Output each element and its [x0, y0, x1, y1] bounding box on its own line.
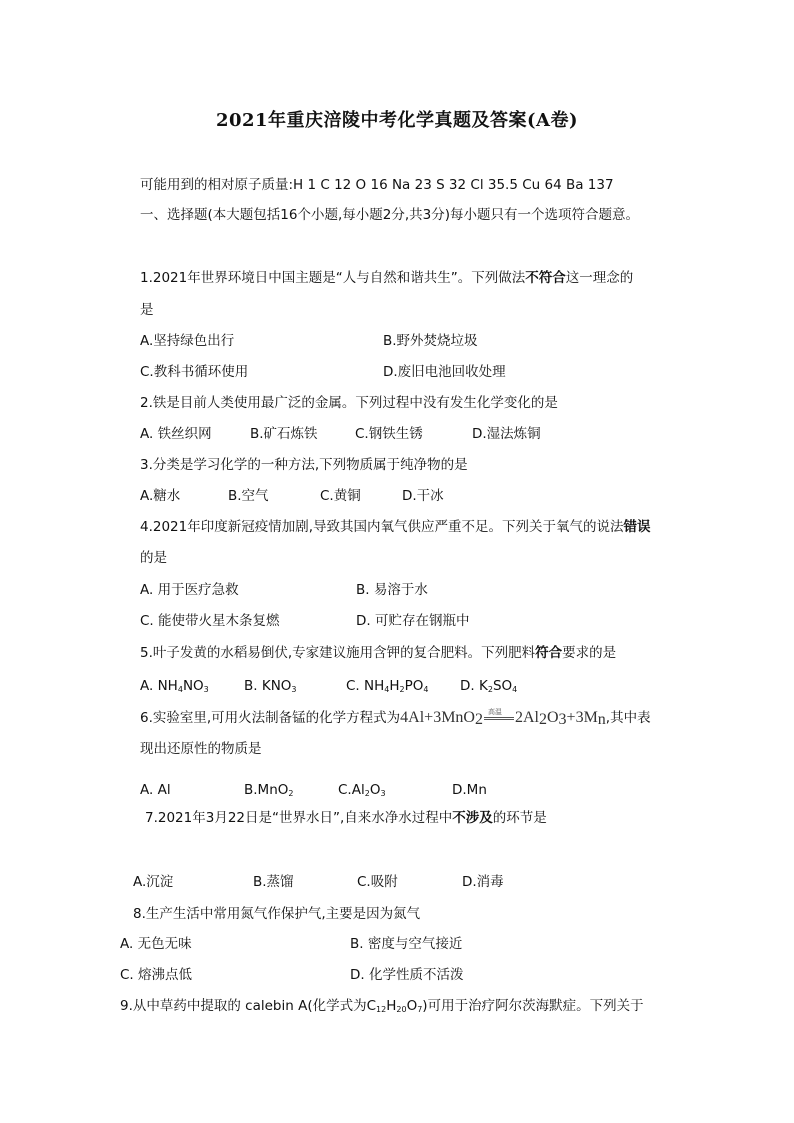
text: C.教科书循环使用	[140, 364, 249, 380]
text: D.废旧电池回收处理	[383, 364, 506, 380]
text-line	[472, 424, 541, 444]
text-line	[460, 676, 517, 700]
text: 7.2021年3月22日是“世界水日”,自来水净水过程中	[145, 810, 453, 826]
text-line	[140, 300, 154, 320]
text: C.黄铜	[320, 488, 361, 504]
text-line	[140, 268, 633, 288]
text: D.干冰	[402, 488, 444, 504]
text-line	[145, 808, 547, 828]
text: 的是	[140, 550, 167, 566]
text: H	[386, 998, 397, 1014]
subscript: 3	[291, 685, 297, 694]
text-line	[244, 780, 293, 804]
text: 3.分类是学习化学的一种方法,下列物质属于纯净物的是	[140, 457, 468, 473]
subscript: 2	[364, 789, 370, 798]
text: D. 化学性质不活泼	[350, 967, 464, 983]
subscript: 4	[423, 685, 429, 694]
text: D. K	[460, 678, 488, 694]
subscript: 2	[487, 685, 493, 694]
text: SO	[492, 678, 513, 694]
subscript: 4	[384, 685, 390, 694]
text: A. NH	[140, 678, 178, 694]
text: A. Al	[140, 782, 171, 798]
reaction-condition: 高温	[487, 708, 502, 716]
text: D. 可贮存在钢瓶中	[356, 613, 470, 629]
text: C.Al	[338, 782, 365, 798]
subscript: 3	[380, 789, 386, 798]
text: C.吸附	[357, 874, 398, 890]
text: A.坚持绿色出行	[140, 333, 235, 349]
text-line	[383, 331, 478, 351]
text-line	[350, 965, 463, 985]
text: B.空气	[228, 488, 269, 504]
text: 的环节是	[492, 810, 547, 826]
text: D.消毒	[462, 874, 504, 890]
text: C. 熔沸点低	[120, 967, 193, 983]
subscript: 4	[177, 685, 183, 694]
text-line	[133, 872, 173, 892]
text-line	[356, 580, 428, 600]
text-line	[140, 739, 262, 759]
text: B.野外焚烧垃圾	[383, 333, 478, 349]
subscript: 12	[376, 1005, 387, 1014]
text: 一、选择题(本大题包括16个小题,每小题2分,共3分)每小题只有一个选项符合题意。	[140, 207, 639, 223]
text: 6.实验室里,可用火法制备锰的化学方程式为	[140, 710, 401, 726]
text-line	[140, 205, 639, 225]
text: D.Mn	[452, 782, 487, 798]
subscript: 2	[399, 685, 405, 694]
text-line	[253, 872, 294, 892]
subscript: 20	[396, 1005, 407, 1014]
text: 4.2021年印度新冠疫情加剧,导致其国内氧气供应严重不足。下列关于氧气的说法	[140, 519, 624, 535]
text-line	[120, 934, 192, 954]
text-line	[140, 331, 234, 351]
text: 可能用到的相对原子质量:H 1 C 12 O 16 Na 23 S 32 Cl 35.5 Cu 64 Ba 137	[140, 177, 614, 193]
text-line	[402, 486, 444, 506]
text-line	[244, 676, 297, 700]
text-line	[140, 424, 212, 444]
text-line	[140, 455, 468, 475]
text: B. 密度与空气接近	[350, 936, 463, 952]
text-line	[356, 611, 469, 631]
text: A. 用于医疗急救	[140, 582, 239, 598]
text-line	[250, 424, 318, 444]
text: 现出还原性的物质是	[140, 741, 262, 757]
text-line	[140, 676, 209, 700]
text: B.MnO	[244, 782, 289, 798]
text-line	[346, 676, 428, 700]
text: NO	[182, 678, 204, 694]
subscript: 2	[538, 711, 547, 728]
text: 要求的是	[562, 645, 617, 661]
subscript: n	[597, 711, 606, 728]
text: 4Al+3MnO	[400, 709, 475, 726]
text: H	[389, 678, 400, 694]
subscript: 2	[288, 789, 294, 798]
text-line	[383, 362, 506, 382]
subscript: 4	[512, 685, 518, 694]
text: C. NH	[346, 678, 385, 694]
page-title: 2021年重庆涪陵中考化学真题及答案(A卷)	[215, 110, 579, 131]
text: D.湿法炼铜	[472, 426, 541, 442]
text-line	[355, 424, 423, 444]
emphasis-text: 符合	[535, 645, 563, 661]
emphasis-text: 不符合	[525, 270, 566, 286]
text: O	[406, 998, 418, 1014]
text: B.蒸馏	[253, 874, 294, 890]
text: B. KNO	[244, 678, 292, 694]
text: B.矿石炼铁	[250, 426, 318, 442]
text: ,其中表	[605, 710, 651, 726]
text-line	[140, 175, 614, 195]
text-line	[133, 904, 420, 924]
text: 5.叶子发黄的水稻易倒伏,专家建议施用含钾的复合肥料。下列肥料	[140, 645, 536, 661]
text: A. 铁丝织网	[140, 426, 212, 442]
reaction-condition-arrow	[484, 708, 514, 722]
text-line	[357, 872, 398, 892]
text-line	[140, 517, 651, 537]
emphasis-text: 错误	[623, 519, 651, 535]
text-line	[320, 486, 361, 506]
text-line	[120, 996, 644, 1020]
text-line	[120, 965, 192, 985]
text: O	[369, 782, 381, 798]
text: A.糖水	[140, 488, 181, 504]
text: C. 能使带火星木条复燃	[140, 613, 280, 629]
text-line	[140, 643, 616, 663]
text-line	[140, 708, 651, 730]
text: 1.2021年世界环境日中国主题是“人与自然和谐共生”。下列做法	[140, 270, 526, 286]
text-line	[140, 362, 248, 382]
text: O	[546, 709, 559, 726]
text: A.沉淀	[133, 874, 174, 890]
text: )可用于治疗阿尔茨海默症。下列关于	[422, 998, 644, 1014]
emphasis-text: 不涉及	[452, 810, 493, 826]
text: C.钢铁生锈	[355, 426, 423, 442]
text: B. 易溶于水	[356, 582, 428, 598]
subscript: 2	[474, 711, 483, 728]
text-line	[140, 780, 171, 800]
subscript: 7	[417, 1005, 423, 1014]
text-line	[462, 872, 504, 892]
text-line	[338, 780, 386, 804]
text: 8.生产生活中常用氮气作保护气,主要是因为氮气	[133, 906, 421, 922]
text: 这一理念的	[565, 270, 634, 286]
text-line	[140, 393, 558, 413]
text-line	[350, 934, 462, 954]
text: 是	[140, 302, 154, 318]
text: A. 无色无味	[120, 936, 192, 952]
text-line	[228, 486, 269, 506]
text-line	[140, 611, 280, 631]
text-line	[140, 548, 167, 568]
text: 2.铁是目前人类使用最广泛的金属。下列过程中没有发生化学变化的是	[140, 395, 558, 411]
text: 9.从中草药中提取的 calebin A(化学式为C	[120, 998, 377, 1014]
text-line	[452, 780, 487, 800]
subscript: 3	[558, 711, 567, 728]
subscript: 3	[203, 685, 209, 694]
text-line	[140, 580, 239, 600]
text: PO	[404, 678, 424, 694]
text: 2Al	[514, 709, 539, 726]
text: +3M	[566, 709, 598, 726]
text-line	[140, 486, 180, 506]
